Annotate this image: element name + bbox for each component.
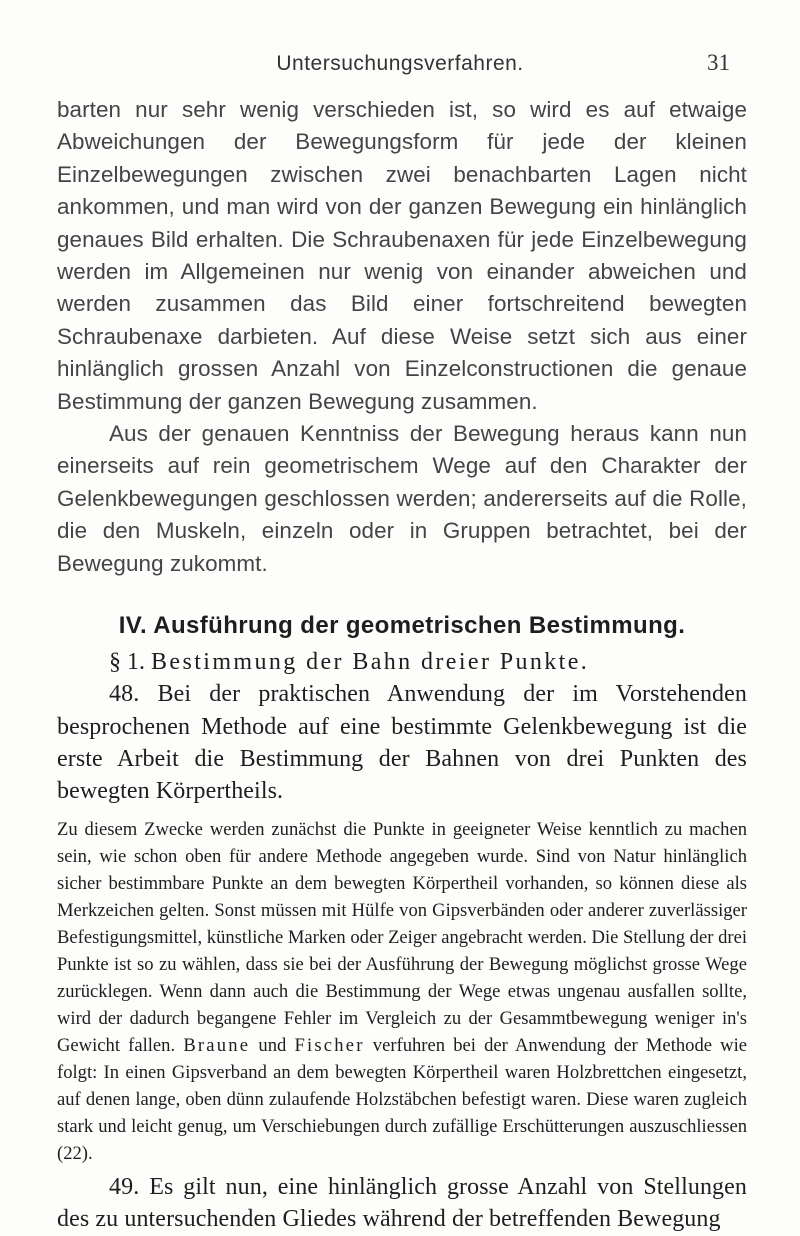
conjunction: und <box>258 1034 287 1056</box>
subsection-title: Bestimmung der Bahn dreier Punkte. <box>151 649 590 676</box>
paragraph-number: 49. <box>109 1173 140 1200</box>
paragraph: Aus der genauen Kenntniss der Bewegung heraus kann nun einerseits auf rein geometrischem Wege auf den Charakter der Gelenkbewegungen geschlossen werden; andererseits auf die Rolle, die den Muskeln, einzeln oder in Gruppen betrachtet, bei der Bewegung zukommt. <box>57 421 747 576</box>
paragraph-49 <box>57 1171 747 1236</box>
author-name: Fischer <box>294 1034 365 1056</box>
paragraph-text: Bei der praktischen Anwendung der im Vorstehenden besprochenen Methode auf eine bestimmte Gelenkbewegung ist die erste Arbeit die Bestimmung der Bahnen von drei Punkten des bewegten Körpertheils. <box>57 681 747 805</box>
subsection-heading <box>57 646 747 678</box>
small-print-text: verfuhren bei der Anwendung der Methode wie folgt: In einen Gipsverband an dem bewegten Körpertheil waren Holzbrettchen eingesetzt, auf denen lange, oben dünn zulaufende Holzstäbchen befestigt waren. Diese waren zugleich stark und leicht genug, um Verschiebungen durch zufällige Erschütterungen auszuschliessen <box>57 1034 748 1137</box>
page-number: 31 <box>707 50 730 75</box>
author-name: Braune <box>183 1034 251 1056</box>
section-heading: IV. Ausführung der geometrischen Bestimmung. <box>118 612 686 640</box>
paragraph-48 <box>57 678 747 808</box>
running-title: Untersuchungsverfahren. <box>276 52 524 75</box>
small-print-text: Zu diesem Zwecke werden zunächst die Punkte in geeigneter Weise kenntlich zu machen sein, wie schon oben für andere Methode angegeben wurde. Sind von Natur hinlänglich sicher bestimmbare Punkte an dem bewegten Körpertheil vorhanden, so können diese als Merkzeichen gelten. Sonst müssen mit Hülfe von Gipsverbänden oder anderer zuverlässiger Befestigungsmittel, künstliche Marken oder Zeiger angebracht werden. Die Stellung der drei Punkte ist so zu wählen, dass sie bei der Ausführung der Bewegung möglichst grosse Wege zurücklegen. Wenn dann auch die Bestimmung der Wege etwas ungenau ausfallen sollte, wird der dadurch begangene Fehler im Vergleich zu der Gesammtbewegung weniger in's Gewicht fallen. <box>57 818 747 1056</box>
paragraph-number: 48. <box>109 681 140 708</box>
body-text <box>57 94 747 1236</box>
small-print-paragraph <box>57 816 747 1167</box>
page-header <box>0 0 800 90</box>
subsection-number: § 1. <box>109 649 145 676</box>
paragraph-continuation: barten nur sehr wenig verschieden ist, so wird es auf etwaige Abweichungen der Bewegungsform für jede der kleinen Einzelbewegungen zwischen zwei benachbarten Lagen nicht ankommen, und man wird von der ganzen Bewegung ein hinlänglich genaues Bild erhalten. Die Schraubenaxen für jede Einzelbewegung werden im Allgemeinen nur wenig von einander abweichen und werden zusammen das Bild einer fortschreitend bewegten Schraubenaxe darbieten. Auf diese Weise setzt sich aus einer hinlänglich grossen Anzahl von Einzelconstructionen die genaue Bestimmung der ganzen Bewegung zusammen. <box>57 97 747 414</box>
citation: (22). <box>57 1142 93 1164</box>
paragraph-text: Es gilt nun, eine hinlänglich grosse Anzahl von Stellungen des zu untersuchenden Gliedes während der betreffenden Bewegung <box>57 1173 747 1233</box>
